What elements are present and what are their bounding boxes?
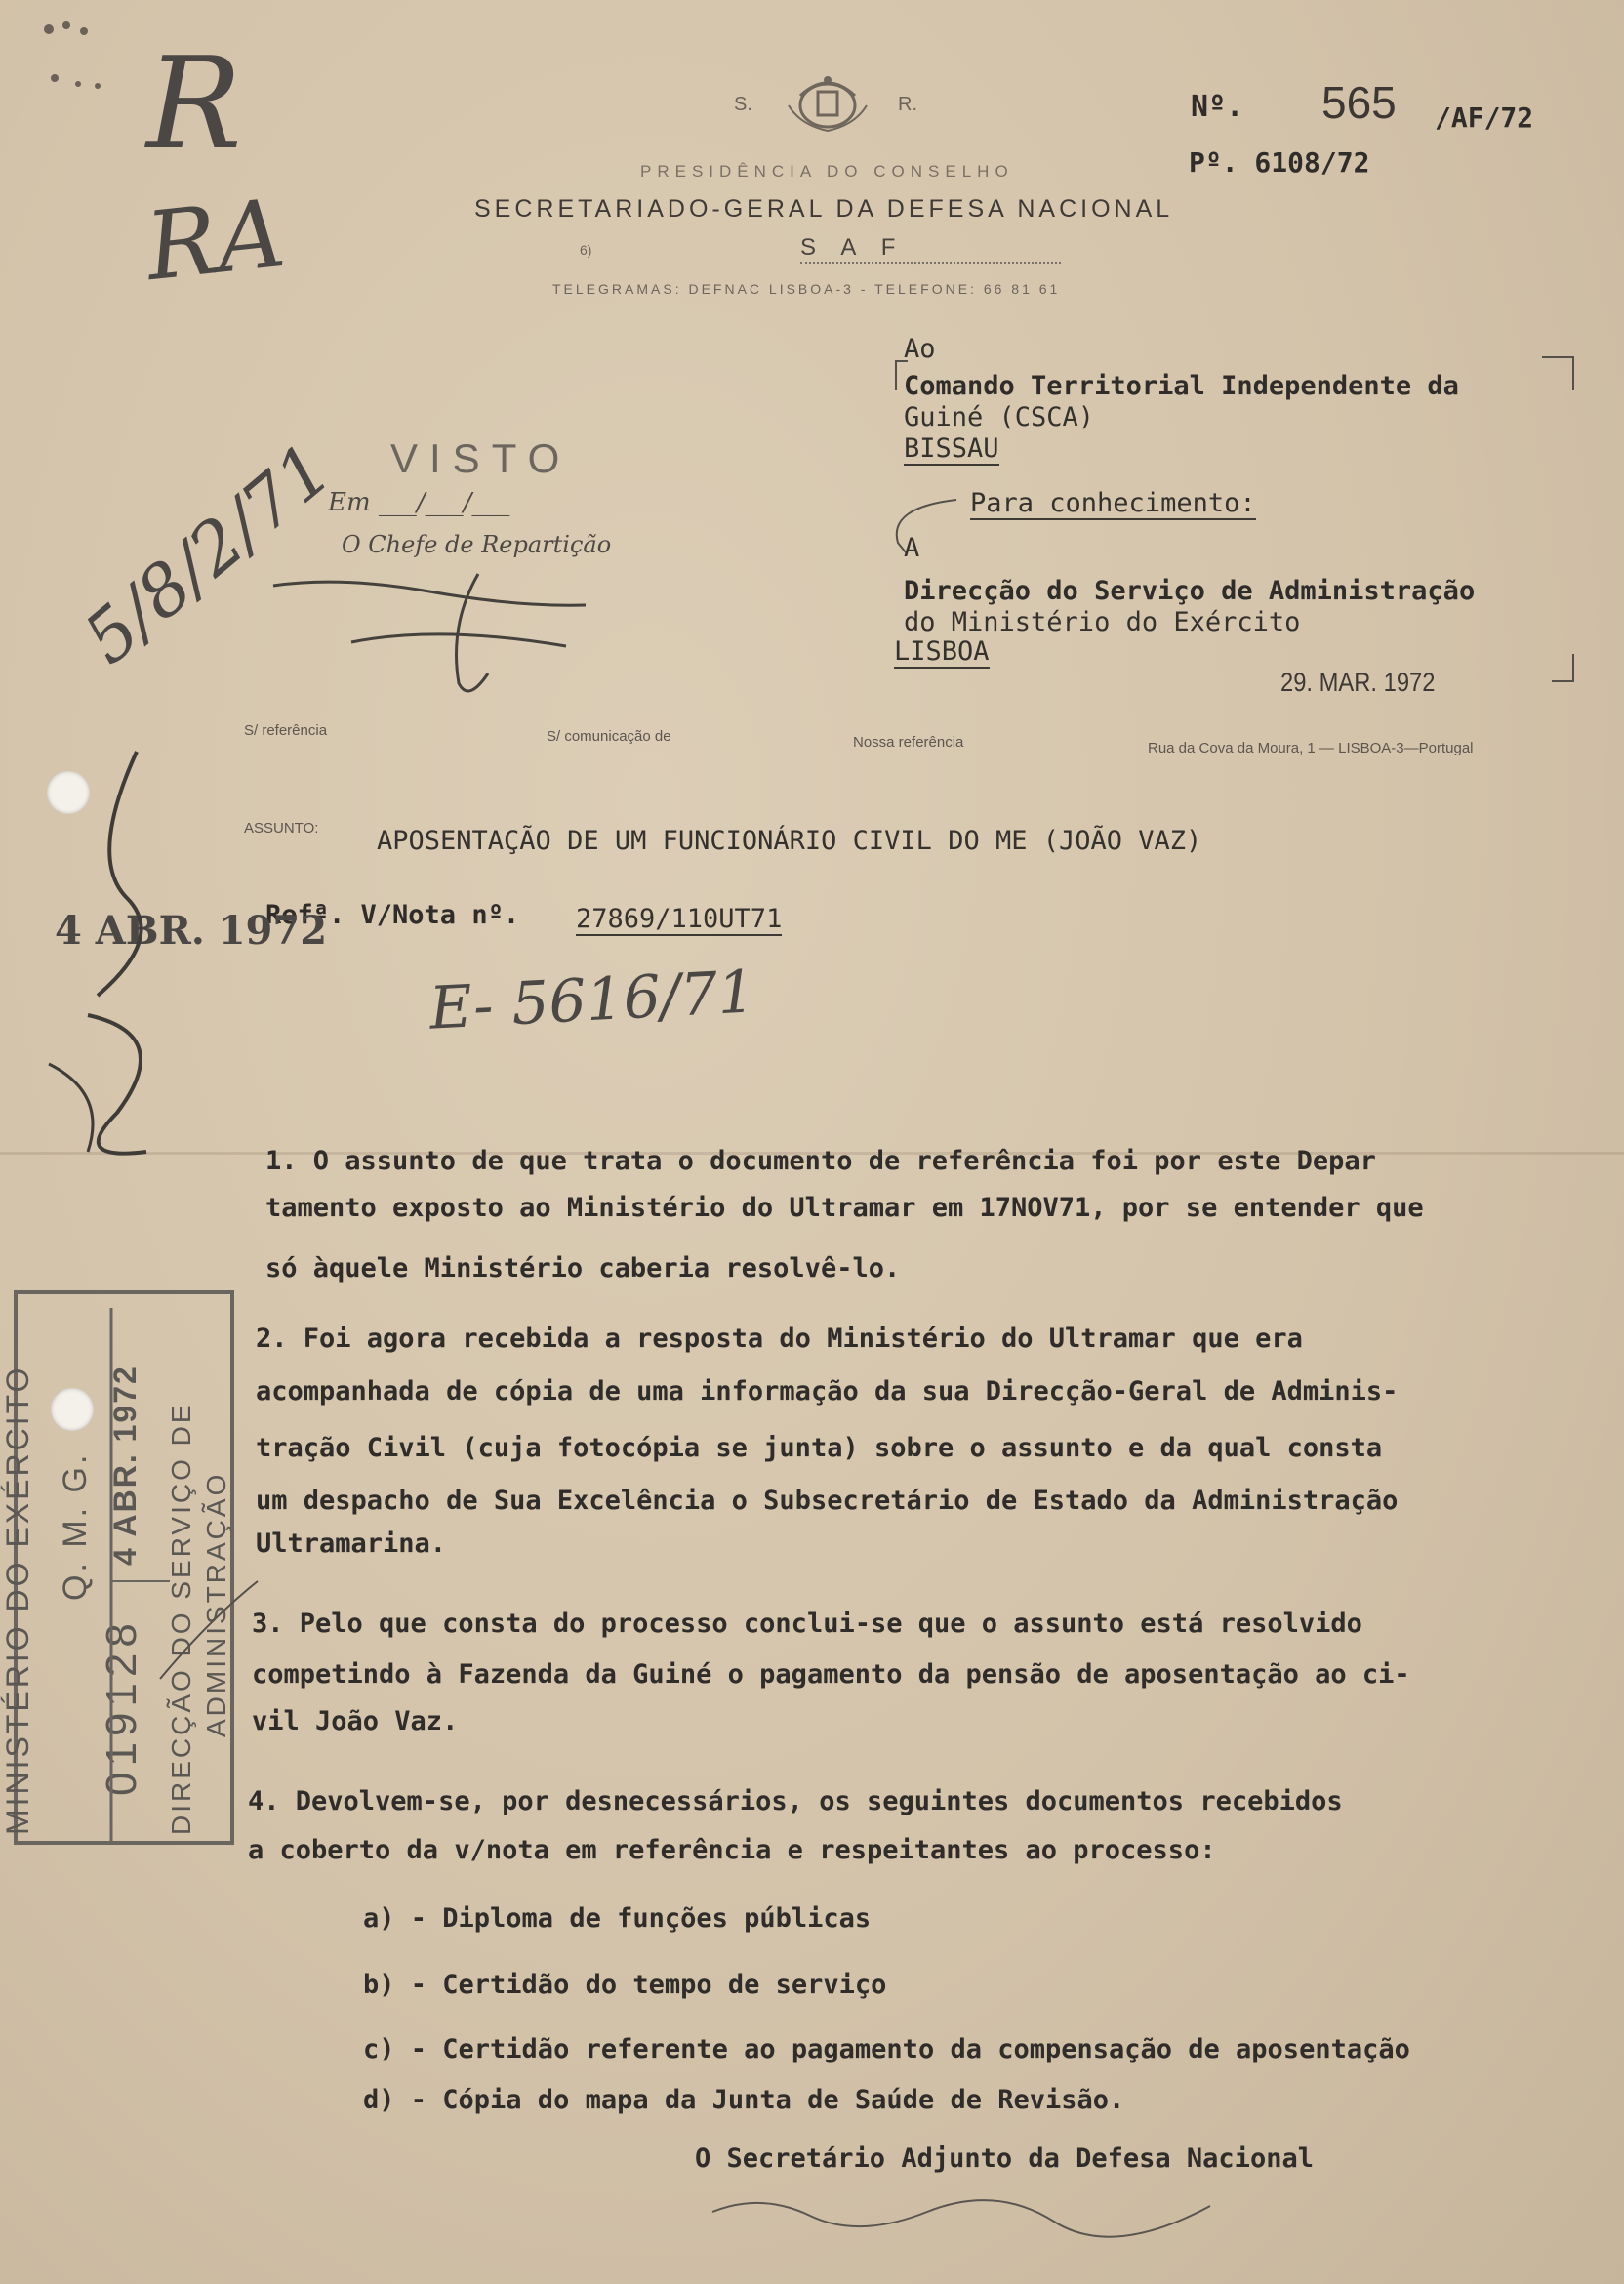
stamp-ministry: MINISTÉRIO DO EXÉRCITO xyxy=(0,1365,35,1835)
handwritten-ra: RA xyxy=(141,178,291,303)
addressee-line3: BISSAU xyxy=(904,433,999,464)
list-item: a) - Diploma de funções públicas xyxy=(363,1903,872,1934)
letterhead-r: R. xyxy=(898,94,917,115)
reference-no-suffix: /AF/72 xyxy=(1435,102,1534,134)
stamp-qmg: Q. M. G. xyxy=(57,1451,94,1601)
paragraph-4-line: 4. Devolvem-se, por desnecessários, os seguintes documentos recebidos xyxy=(248,1786,1343,1816)
stamp-inner-lines xyxy=(14,1288,267,1845)
visto-title: VISTO xyxy=(390,435,572,481)
stamp-number: 019128 xyxy=(98,1617,145,1796)
reference-no-label: Nº. xyxy=(1191,90,1244,124)
handwritten-initials: R xyxy=(146,29,242,178)
addressee-line1: Comando Territorial Independente da xyxy=(904,371,1459,401)
paragraph-3-line: vil João Vaz. xyxy=(252,1706,459,1736)
subject-text: APOSENTAÇÃO DE UM FUNCIONÁRIO CIVIL DO ME (JOÃO VAZ) xyxy=(377,826,1202,856)
handwritten-margin-date: 5/8/2/71 xyxy=(68,427,347,680)
margin-signature-scribble xyxy=(29,742,185,1171)
cc-line3: LISBOA xyxy=(894,636,990,667)
addressee-to: Ao xyxy=(904,334,936,364)
cc-label: Para conhecimento: xyxy=(970,488,1256,518)
meta-s-ref: S/ referência xyxy=(244,722,328,739)
meta-s-com: S/ comunicação de xyxy=(547,728,671,745)
visto-line2: O Chefe de Repartição xyxy=(342,531,612,558)
reference-no-value: 565 xyxy=(1321,77,1397,128)
refa-prefix: Refª. V/Nota nº. xyxy=(265,900,520,930)
letterhead-s: S. xyxy=(734,94,752,115)
signature-scribble xyxy=(703,2182,1269,2241)
letterhead-telegrams: TELEGRAMAS: DEFNAC LISBOA-3 - TELEFONE: 66 81 61 xyxy=(552,281,1061,297)
letterhead-presidencia: PRESIDÊNCIA DO CONSELHO xyxy=(640,162,1014,181)
refa-value: 27869/110UT71 xyxy=(576,904,783,934)
list-item: d) - Cópia do mapa da Junta de Saúde de Revisão. xyxy=(363,2085,1125,2115)
paragraph-2-line: acompanhada de cópia de uma informação da sua Direcção-Geral de Adminis- xyxy=(256,1376,1399,1407)
paragraph-2-line: 2. Foi agora recebida a resposta do Ministério do Ultramar que era xyxy=(256,1324,1303,1354)
handwritten-e-number: E- 5616/71 xyxy=(427,958,757,1043)
reference-proc: Pº. 6108/72 xyxy=(1189,146,1370,179)
paragraph-2-line: tração Civil (cuja fotocópia se junta) sobre o assunto e da qual consta xyxy=(256,1433,1383,1463)
paragraph-2-line: um despacho de Sua Excelência o Subsecretário de Estado da Administração xyxy=(256,1486,1399,1516)
paragraph-4-line: a coberto da v/nota em referência e respeitantes ao processo: xyxy=(248,1835,1216,1865)
paragraph-3-line: 3. Pelo que consta do processo conclui-se que o assunto está resolvido xyxy=(252,1609,1362,1639)
visto-line1: Em ___/___/___ xyxy=(328,488,510,517)
letterhead-section: S A F xyxy=(800,234,1061,264)
paragraph-2-line: Ultramarina. xyxy=(256,1529,447,1559)
cc-line2: do Ministério do Exército xyxy=(904,607,1301,637)
cc-a: A xyxy=(904,533,920,563)
paragraph-1-line: só àquele Ministério caberia resolvê-lo. xyxy=(265,1253,901,1284)
stamp-date: 4 ABR. 1972 xyxy=(107,1365,142,1566)
document-date: 29. MAR. 1972 xyxy=(1280,668,1436,697)
letterhead-secretariado: SECRETARIADO-GERAL DA DEFESA NACIONAL xyxy=(474,195,1174,223)
ink-specks xyxy=(20,14,127,102)
stamp-administracao: ADMINISTRAÇÃO xyxy=(201,1471,231,1737)
coat-of-arms-icon xyxy=(781,66,874,137)
letterhead-section-prefix: 6) xyxy=(580,242,592,258)
paragraph-1-line: 1. O assunto de que trata o documento de referência foi por este Depar xyxy=(265,1146,1376,1176)
stamp-direccao: DIRECÇÃO DO SERVIÇO DE xyxy=(166,1402,196,1835)
paragraph-3-line: competindo à Fazenda da Guiné o pagamento da pensão de aposentação ao ci- xyxy=(252,1659,1410,1690)
signature-title: O Secretário Adjunto da Defesa Nacional xyxy=(695,2143,1314,2174)
visto-signature-scribble xyxy=(264,566,595,713)
list-item: c) - Certidão referente ao pagamento da compensação de aposentação xyxy=(363,2034,1410,2064)
list-item: b) - Certidão do tempo de serviço xyxy=(363,1970,887,2000)
handwritten-receipt-date: 4 ABR. 1972 xyxy=(55,908,328,954)
meta-address: Rua da Cova da Moura, 1 — LISBOA-3—Portugal xyxy=(1148,740,1474,756)
subject-label: ASSUNTO: xyxy=(244,820,319,836)
meta-nossa: Nossa referência xyxy=(853,734,964,751)
addressee-line2: Guiné (CSCA) xyxy=(904,402,1095,432)
cc-line1: Direcção do Serviço de Administração xyxy=(904,576,1476,606)
paragraph-1-line: tamento exposto ao Ministério do Ultramar em 17NOV71, por se entender que xyxy=(265,1193,1424,1223)
